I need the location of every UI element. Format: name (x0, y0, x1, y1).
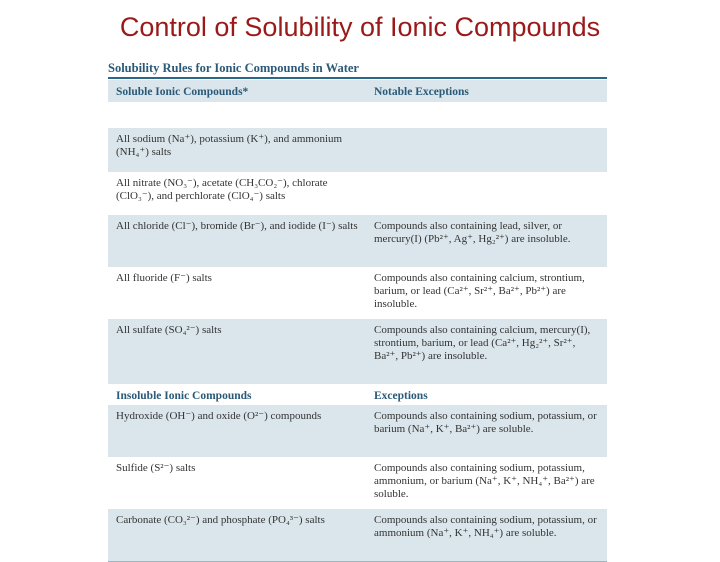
table-row-spacer (108, 102, 607, 128)
table-row (108, 128, 607, 172)
compound-cell: All sulfate (SO₄²⁻) salts (116, 324, 222, 336)
slide-title: Control of Solubility of Ionic Compounds (119, 12, 601, 42)
table-row (108, 405, 607, 457)
compound-cell: Sulfide (S²⁻) salts (116, 462, 196, 474)
exception-cell: Compounds also containing lead, silver, or mercury(I) (Pb²⁺, Ag⁺, Hg₂²⁺) are insoluble. (374, 220, 571, 245)
exception-cell: Compounds also containing sodium, potassium, ammonium, or barium (Na⁺, K⁺, NH₄⁺, Ba²⁺) are soluble. (374, 462, 595, 500)
exception-cell: Compounds also containing calcium, mercury(I), strontium, barium, or lead (Ca²⁺, Hg₂²⁺, Sr²⁺, Ba²⁺, Pb²⁺) are insoluble. (374, 324, 591, 362)
compound-cell: All chloride (Cl⁻), bromide (Br⁻), and iodide (I⁻) salts (116, 220, 358, 232)
insoluble-header-compound: Insoluble Ionic Compounds (116, 390, 252, 402)
exception-cell: Compounds also containing sodium, potassium, or ammonium (Na⁺, K⁺, NH₄⁺) are soluble. (374, 514, 597, 539)
solubility-table (108, 80, 607, 562)
table-title: Solubility Rules for Ionic Compounds in Water (108, 61, 359, 75)
exception-cell: Compounds also containing sodium, potassium, or barium (Na⁺, K⁺, Ba²⁺) are soluble. (374, 410, 597, 435)
soluble-header-compound: Soluble Ionic Compounds* (116, 86, 249, 98)
compound-cell: All nitrate (NO₃⁻), acetate (CH₃CO₂⁻), chlorate (ClO₃⁻), and perchlorate (ClO₄⁻) salts (116, 177, 328, 202)
table-row (108, 319, 607, 384)
compound-cell: All sodium (Na⁺), potassium (K⁺), and ammonium (NH₄⁺) salts (116, 133, 343, 158)
table-row (108, 509, 607, 561)
table-row (108, 215, 607, 267)
exception-cell (365, 172, 607, 215)
table-row (108, 457, 607, 509)
insoluble-header-row (108, 384, 607, 405)
table-row (108, 172, 607, 215)
compound-cell: All fluoride (F⁻) salts (116, 272, 212, 284)
compound-cell: Hydroxide (OH⁻) and oxide (O²⁻) compounds (116, 410, 322, 422)
exception-cell (365, 128, 607, 172)
exception-cell: Compounds also containing calcium, strontium, barium, or lead (Ca²⁺, Sr²⁺, Ba²⁺, Pb²⁺) are insoluble. (374, 272, 585, 310)
soluble-header-row (108, 80, 607, 102)
table-top-rule (108, 77, 607, 79)
soluble-header-exception: Notable Exceptions (374, 86, 469, 98)
insoluble-header-exception: Exceptions (374, 390, 428, 402)
table-row (108, 267, 607, 319)
compound-cell: Carbonate (CO₃²⁻) and phosphate (PO₄³⁻) salts (116, 514, 325, 526)
